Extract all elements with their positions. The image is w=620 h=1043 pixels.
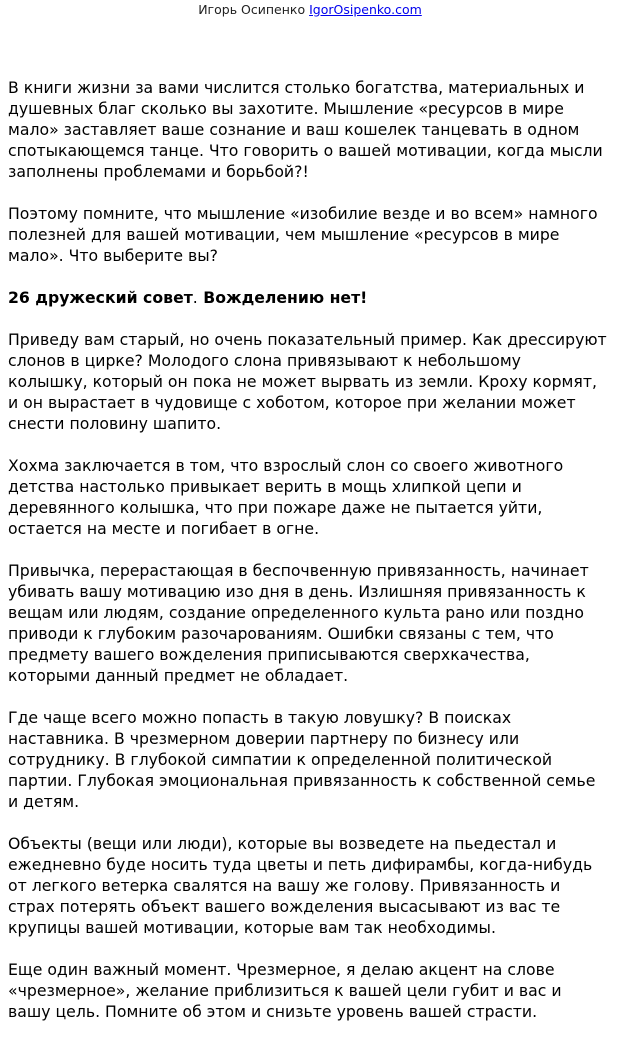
paragraph: [8, 329, 620, 434]
page-header: [0, 2, 620, 18]
text-line: Где чаще всего можно попасть в такую ловушку? В поисках: [8, 708, 512, 727]
text-line: Еще один важный момент. Чрезмерное, я делаю акцент на слове: [8, 960, 555, 979]
text-line: которыми данный предмет не обладает.: [8, 666, 349, 685]
text-line: деревянного колышка, что при пожаре даже не пытается уйти,: [8, 498, 543, 517]
paragraph: [8, 560, 620, 686]
paragraph: [8, 707, 620, 812]
text-line: Объекты (вещи или люди), которые вы возведете на пьедестал и: [8, 834, 557, 853]
text-line: вещам или людям, создание определенного культа рано или поздно: [8, 603, 585, 622]
text-line: Хохма заключается в том, что взрослый слон со своего животного: [8, 456, 564, 475]
paragraph: [8, 455, 620, 539]
text-line: ежедневно буде носить туда цветы и петь дифирамбы, когда-нибудь: [8, 855, 593, 874]
document-body: [8, 77, 620, 1043]
paragraph: [8, 833, 620, 938]
text-line: убивать вашу мотивацию изо дня в день. Излишняя привязанность к: [8, 582, 586, 601]
text-line: спотыкающемся танце. Что говорить о вашей мотивации, когда мысли: [8, 141, 603, 160]
text-line: остается на месте и погибает в огне.: [8, 519, 320, 538]
text-line: сотруднику. В глубокой симпатии к определенной политической: [8, 750, 553, 769]
text-line: колышку, который он пока не может вырвать из земли. Кроху кормят,: [8, 372, 597, 391]
section-separator: .: [192, 288, 198, 307]
text-line: предмету вашего вожделения приписываются сверхкачества,: [8, 645, 530, 664]
site-link[interactable]: IgorOsipenko.com: [309, 2, 422, 17]
text-line: душевных благ сколько вы захотите. Мышление «ресурсов в мире: [8, 99, 564, 118]
text-line: Привычка, перерастающая в беспочвенную привязанность, начинает: [8, 561, 589, 580]
author-name: Игорь Осипенко: [198, 2, 306, 17]
text-line: Поэтому помните, что мышление «изобилие везде и во всем» намного: [8, 204, 598, 223]
section-subtitle: Вожделению нет!: [197, 288, 368, 307]
paragraph: [8, 203, 620, 266]
text-line: и он вырастает в чудовище с хоботом, которое при желании может: [8, 393, 576, 412]
text-line: крупицы вашей мотивации, которые вам так необходимы.: [8, 918, 496, 937]
text-line: от легкого ветерка свалятся на вашу же голову. Привязанность и: [8, 876, 561, 895]
text-line: полезней для вашей мотивации, чем мышление «ресурсов в мире: [8, 225, 560, 244]
paragraph: [8, 77, 620, 182]
text-line: страх потерять объект вашего вожделения высасывают из вас те: [8, 897, 561, 916]
text-line: Приведу вам старый, но очень показательный пример. Как дрессируют: [8, 330, 607, 349]
text-line: приводи к глубоким разочарованиям. Ошибки связаны с тем, что: [8, 624, 554, 643]
section-heading: [8, 287, 620, 308]
section-number-title: 26 дружеский совет: [8, 288, 193, 307]
text-line: мало» заставляет ваше сознание и ваш кошелек танцевать в одном: [8, 120, 580, 139]
text-line: детства настолько привыкает верить в мощь хлипкой цепи и: [8, 477, 522, 496]
text-line: «чрезмерное», желание приблизиться к вашей цели губит и вас и: [8, 981, 562, 1000]
text-line: В книги жизни за вами числится столько богатства, материальных и: [8, 78, 585, 97]
text-line: снести половину шапито.: [8, 414, 222, 433]
text-line: наставника. В чрезмерном доверии партнеру по бизнесу или: [8, 729, 520, 748]
paragraph: [8, 959, 620, 1022]
text-line: слонов в цирке? Молодого слона привязывают к небольшому: [8, 351, 521, 370]
text-line: вашу цель. Помните об этом и снизьте уровень вашей страсти.: [8, 1002, 538, 1021]
text-line: и детям.: [8, 792, 80, 811]
text-line: мало». Что выберите вы?: [8, 246, 218, 265]
text-line: заполнены проблемами и борьбой?!: [8, 162, 309, 181]
text-line: партии. Глубокая эмоциональная привязанность к собственной семье: [8, 771, 596, 790]
